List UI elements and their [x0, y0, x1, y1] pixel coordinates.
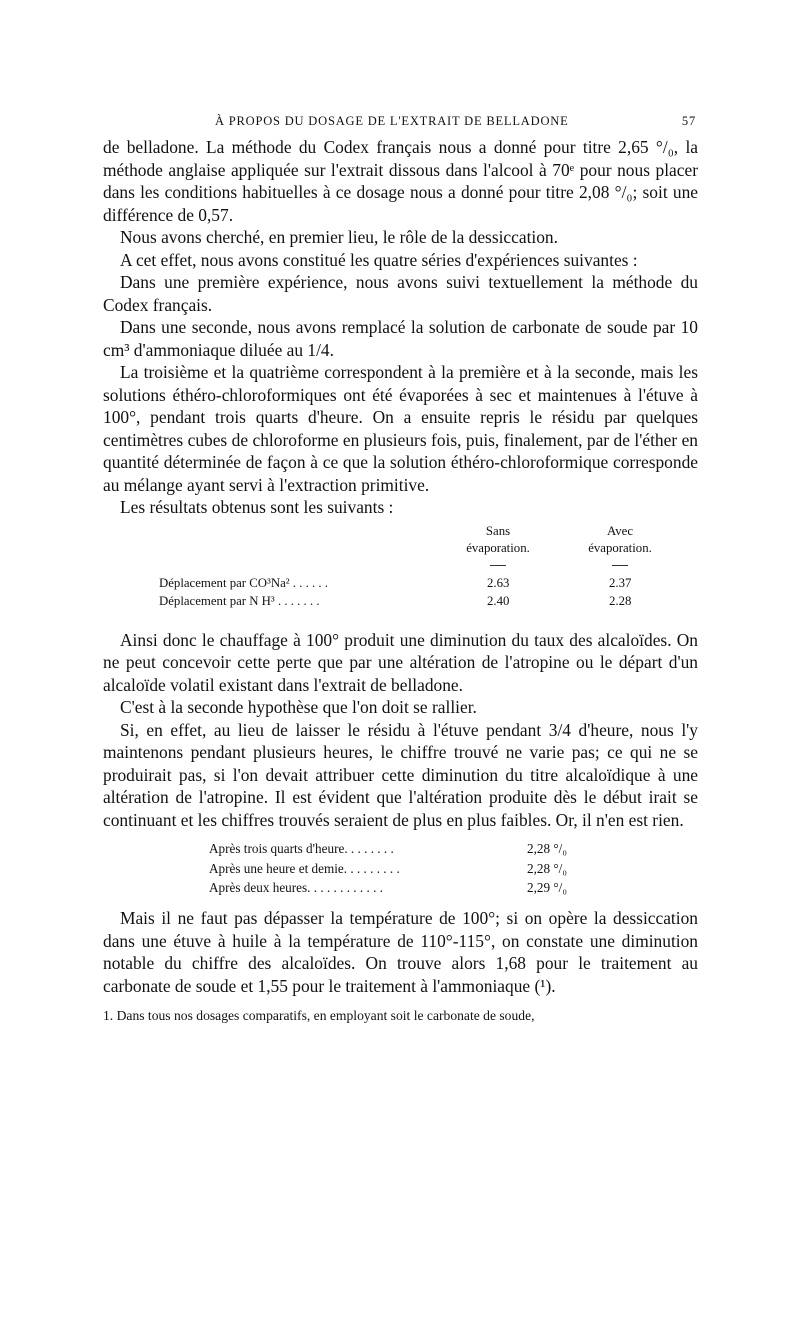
column-rule [612, 565, 628, 566]
value-sans: 2.63 [487, 575, 510, 590]
value-avec: 2.37 [609, 575, 632, 590]
paragraph: A cet effet, nous avons constitué les quatre séries d'expériences suivantes : [120, 249, 638, 270]
list-item-label: Après une heure et demie. . . . . . . . . [209, 860, 400, 876]
list-item-value: 2,28 °/₀ [527, 841, 567, 856]
timing-list [103, 839, 698, 897]
footnote: 1. Dans tous nos dosages comparatifs, en employant soit le carbonate de soude, [103, 1008, 535, 1023]
results-table [103, 523, 698, 621]
paragraph: Si, en effet, au lieu de laisser le résidu à l'étuve pendant 3/4 d'heure, nous l'y maintenons pendant plusieurs heures, le chiffre trouvé ne varie pas; ce qui ne se produirait pas, si l'on devait attribuer cette diminution du titre alcaloïdique à une altération de l'atropine. Il est évident que l'altération produite dès le début irait se continuant et les chiffres trouvés seraient de plus en plus faibles. Or, il n'en est rien. [103, 719, 698, 830]
paragraph: Dans une seconde, nous avons remplacé la solution de carbonate de soude par 10 cm³ d'ammoniaque diluée au 1/4. [103, 317, 698, 360]
running-title: À PROPOS DU DOSAGE DE L'EXTRAIT DE BELLADONE [215, 114, 569, 128]
col-header-line: évaporation. [466, 540, 530, 555]
col-header-sans [443, 523, 553, 557]
col-header-line: Sans [485, 523, 511, 538]
paragraph: Mais il ne faut pas dépasser la température de 100°; si on opère la dessiccation dans une étuve à huile à la température de 110°-115°, on constate une diminution notable du chiffre des alcaloïdes. On trouve alors 1,68 pour le traitement au carbonate de soude et 1,55 pour le traitement à l'ammoniaque (¹). [103, 908, 698, 996]
running-head [103, 114, 698, 136]
list-item [209, 878, 609, 898]
list-item-value: 2,28 °/₀ [527, 860, 567, 876]
table-row [159, 593, 639, 615]
list-item [209, 839, 609, 859]
column-rule [490, 565, 506, 566]
col-header-line: Avec [606, 523, 634, 538]
book-page [103, 114, 698, 1025]
paragraph: Les résultats obtenus sont les suivants : [120, 497, 394, 517]
col-header-line: évaporation. [588, 540, 652, 555]
paragraph: La troisième et la quatrième correspondent à la première et à la seconde, mais les solutions éthéro-chloroformiques ont été évaporées à sec et maintenues à l'étuve à 100°, pendant trois quarts d'heure. On a ensuite repris le résidu par quelques centimètres cubes de chloroforme en plusieurs fois, puis, finalement, par de l'éther en quantité déterminée de façon à ce que la solution éthéro-chloroformique corresponde au mélange ayant servi à l'extraction primitive. [103, 362, 698, 495]
paragraph: Dans une première expérience, nous avons suivi textuellement la méthode du Codex français. [103, 272, 698, 315]
row-label: Déplacement par CO³Na² . . . . . . [159, 575, 329, 590]
paragraph: Nous avons cherché, en premier lieu, le rôle de la dessiccation. [120, 227, 558, 247]
col-header-avec [565, 523, 675, 557]
value-sans: 2.40 [487, 593, 510, 608]
paragraph: C'est à la seconde hypothèse que l'on doit se rallier. [120, 697, 477, 717]
list-item [209, 859, 609, 879]
row-label: Déplacement par N H³ . . . . . . . [159, 593, 320, 608]
paragraph: de belladone. La méthode du Codex français nous a donné pour titre 2,65 °/₀, la méthode anglaise appliquée sur l'extrait dissous dans l'alcool à 70ᵉ pour nous placer dans les conditions habituelles à ce dosage nous a donné pour titre 2,08 °/₀; soit une différence de 0,57. [103, 137, 698, 225]
list-item-value: 2,29 °/₀ [527, 880, 567, 895]
list-item-label: Après trois quarts d'heure. . . . . . . . [209, 841, 394, 856]
page-number: 57 [681, 114, 696, 128]
paragraph: Ainsi donc le chauffage à 100° produit une diminution du taux des alcaloïdes. On ne peut concevoir cette perte que par une altération de l'atropine ou le départ d'un alcaloïde volatil existant dans l'extrait de belladone. [103, 629, 698, 695]
list-item-label: Après deux heures. . . . . . . . . . . . [209, 880, 383, 895]
value-avec: 2.28 [609, 593, 632, 608]
